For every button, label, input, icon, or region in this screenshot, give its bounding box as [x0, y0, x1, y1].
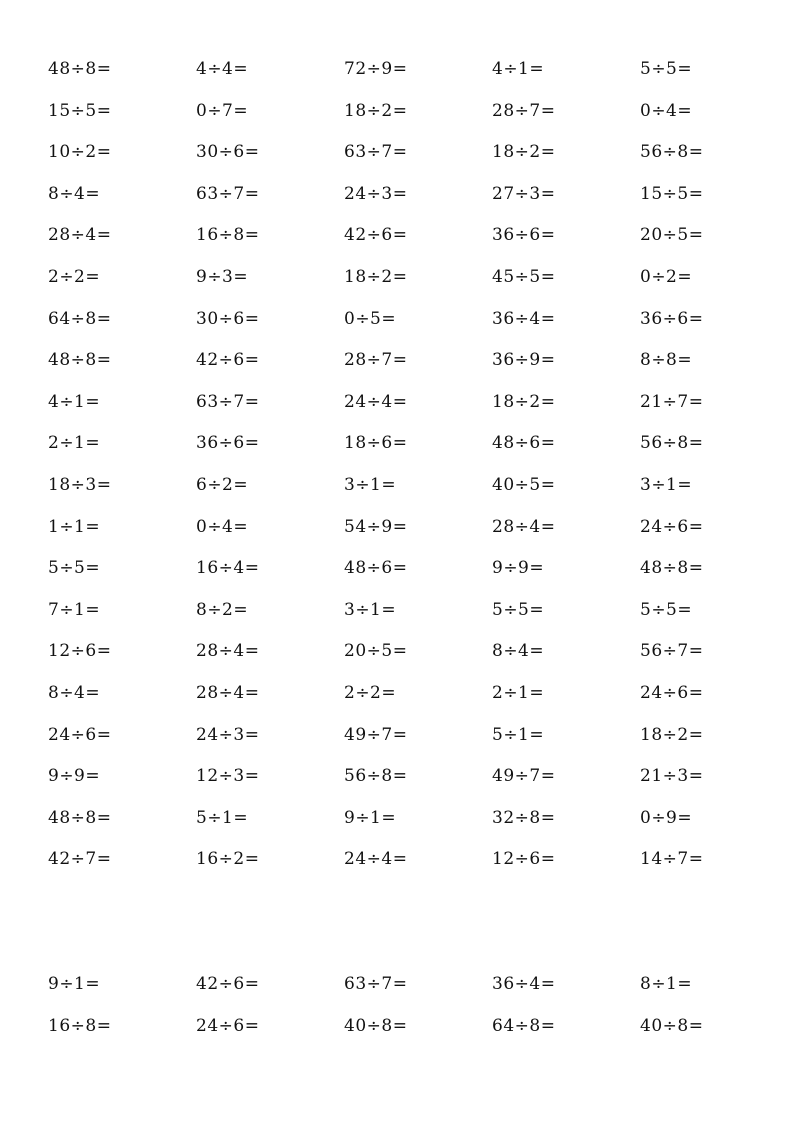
division-problem: 12÷6= [48, 641, 112, 662]
problem-row [48, 968, 788, 1010]
problem-row [48, 386, 788, 428]
problem-row [48, 95, 788, 137]
division-problem: 3÷1= [344, 474, 397, 495]
division-problem: 9÷1= [344, 807, 397, 828]
division-problem: 36÷6= [196, 433, 260, 454]
division-problem: 0÷4= [640, 100, 693, 121]
problem-row [48, 427, 788, 469]
division-problem: 18÷2= [344, 266, 408, 287]
division-problem: 56÷8= [640, 433, 704, 454]
division-problem: 9÷9= [492, 558, 545, 579]
division-problem: 48÷8= [640, 558, 704, 579]
division-problem: 40÷8= [344, 1015, 408, 1036]
division-problem: 3÷1= [344, 599, 397, 620]
division-problem: 6÷2= [196, 474, 249, 495]
division-problem: 15÷5= [48, 100, 112, 121]
division-problem: 30÷6= [196, 142, 260, 163]
division-problem: 9÷3= [196, 266, 249, 287]
problem-row [48, 344, 788, 386]
division-problem: 5÷1= [492, 724, 545, 745]
division-problem: 63÷7= [196, 391, 260, 412]
division-problem: 16÷4= [196, 558, 260, 579]
division-problem: 0÷9= [640, 807, 693, 828]
division-problem: 36÷4= [492, 974, 556, 994]
division-problem: 12÷6= [492, 849, 556, 870]
division-problem: 40÷8= [640, 1015, 704, 1036]
problem-row [48, 1010, 788, 1052]
division-problem: 16÷8= [48, 1015, 112, 1036]
division-problem: 18÷2= [492, 391, 556, 412]
division-problem: 18÷3= [48, 474, 112, 495]
division-problem: 56÷8= [640, 142, 704, 163]
division-problem: 20÷5= [344, 641, 408, 662]
division-problem: 48÷6= [492, 433, 556, 454]
division-problem: 9÷1= [48, 974, 101, 994]
division-problem: 8÷4= [48, 682, 101, 703]
division-problem: 10÷2= [48, 142, 112, 163]
problem-row [48, 719, 788, 761]
problem-row [48, 136, 788, 178]
division-problem: 7÷1= [48, 599, 101, 620]
division-problem: 28÷7= [344, 350, 408, 371]
division-problem: 5÷5= [640, 59, 693, 79]
division-problem: 42÷6= [196, 974, 260, 994]
problem-row [48, 303, 788, 345]
division-problem: 56÷7= [640, 641, 704, 662]
problem-row [48, 53, 788, 95]
division-problem: 28÷4= [196, 641, 260, 662]
division-problem: 0÷5= [344, 308, 397, 329]
division-problem: 2÷2= [344, 682, 397, 703]
division-problem: 40÷5= [492, 474, 556, 495]
division-problem: 16÷2= [196, 849, 260, 870]
division-problem: 63÷7= [344, 142, 408, 163]
problem-row [48, 594, 788, 636]
problem-row [48, 843, 788, 885]
division-problem: 36÷4= [492, 308, 556, 329]
division-problem: 5÷1= [196, 807, 249, 828]
division-problem: 24÷3= [196, 724, 260, 745]
division-problem: 21÷3= [640, 766, 704, 787]
division-problem: 0÷2= [640, 266, 693, 287]
division-problem: 56÷8= [344, 766, 408, 787]
problem-row [48, 635, 788, 677]
division-problem: 24÷4= [344, 849, 408, 870]
division-problem: 64÷8= [492, 1015, 556, 1036]
division-problem: 42÷6= [344, 225, 408, 246]
division-problem: 24÷6= [196, 1015, 260, 1036]
division-problem: 18÷6= [344, 433, 408, 454]
division-problem: 2÷1= [492, 682, 545, 703]
division-problem: 36÷6= [640, 308, 704, 329]
division-problem: 18÷2= [344, 100, 408, 121]
division-problem: 18÷2= [640, 724, 704, 745]
division-problem: 28÷4= [492, 516, 556, 537]
division-problem: 8÷4= [492, 641, 545, 662]
division-problem: 9÷9= [48, 766, 101, 787]
division-problem: 8÷2= [196, 599, 249, 620]
division-problem: 54÷9= [344, 516, 408, 537]
division-problem: 24÷4= [344, 391, 408, 412]
division-problem: 3÷1= [640, 474, 693, 495]
division-problem: 24÷6= [640, 682, 704, 703]
problem-block-top [48, 53, 788, 885]
division-problem: 30÷6= [196, 308, 260, 329]
problem-row [48, 802, 788, 844]
division-problem: 8÷4= [48, 183, 101, 204]
division-problem: 2÷2= [48, 266, 101, 287]
division-problem: 8÷8= [640, 350, 693, 371]
division-problem: 27÷3= [492, 183, 556, 204]
division-problem: 28÷4= [196, 682, 260, 703]
division-problem: 5÷5= [640, 599, 693, 620]
problem-row [48, 677, 788, 719]
division-problem: 20÷5= [640, 225, 704, 246]
division-problem: 24÷6= [640, 516, 704, 537]
problem-row [48, 219, 788, 261]
division-problem: 18÷2= [492, 142, 556, 163]
division-problem: 0÷4= [196, 516, 249, 537]
division-problem: 42÷7= [48, 849, 112, 870]
division-problem: 4÷1= [492, 59, 545, 79]
division-problem: 36÷6= [492, 225, 556, 246]
division-problem: 2÷1= [48, 433, 101, 454]
division-problem: 15÷5= [640, 183, 704, 204]
division-problem: 48÷8= [48, 59, 112, 79]
problem-row [48, 760, 788, 802]
division-problem: 63÷7= [196, 183, 260, 204]
division-problem: 49÷7= [492, 766, 556, 787]
problem-row [48, 511, 788, 553]
problem-row [48, 552, 788, 594]
division-problem: 36÷9= [492, 350, 556, 371]
division-problem: 72÷9= [344, 59, 408, 79]
division-problem: 5÷5= [492, 599, 545, 620]
division-problem: 14÷7= [640, 849, 704, 870]
division-problem: 48÷8= [48, 350, 112, 371]
division-problem: 48÷6= [344, 558, 408, 579]
division-problem: 49÷7= [344, 724, 408, 745]
problem-row [48, 261, 788, 303]
division-problem: 63÷7= [344, 974, 408, 994]
division-problem: 16÷8= [196, 225, 260, 246]
division-problem: 48÷8= [48, 807, 112, 828]
division-problem: 8÷1= [640, 974, 693, 994]
division-problem: 21÷7= [640, 391, 704, 412]
division-problem: 12÷3= [196, 766, 260, 787]
division-problem: 24÷6= [48, 724, 112, 745]
division-problem: 5÷5= [48, 558, 101, 579]
division-problem: 0÷7= [196, 100, 249, 121]
division-problem: 64÷8= [48, 308, 112, 329]
division-problem: 4÷4= [196, 59, 249, 79]
division-problem: 4÷1= [48, 391, 101, 412]
division-problem: 28÷7= [492, 100, 556, 121]
division-problem: 28÷4= [48, 225, 112, 246]
division-problem: 24÷3= [344, 183, 408, 204]
division-problem: 32÷8= [492, 807, 556, 828]
problem-row [48, 178, 788, 220]
problem-row [48, 469, 788, 511]
division-problem: 42÷6= [196, 350, 260, 371]
division-problem: 1÷1= [48, 516, 101, 537]
problem-block-bottom [48, 968, 788, 1051]
division-problem: 45÷5= [492, 266, 556, 287]
